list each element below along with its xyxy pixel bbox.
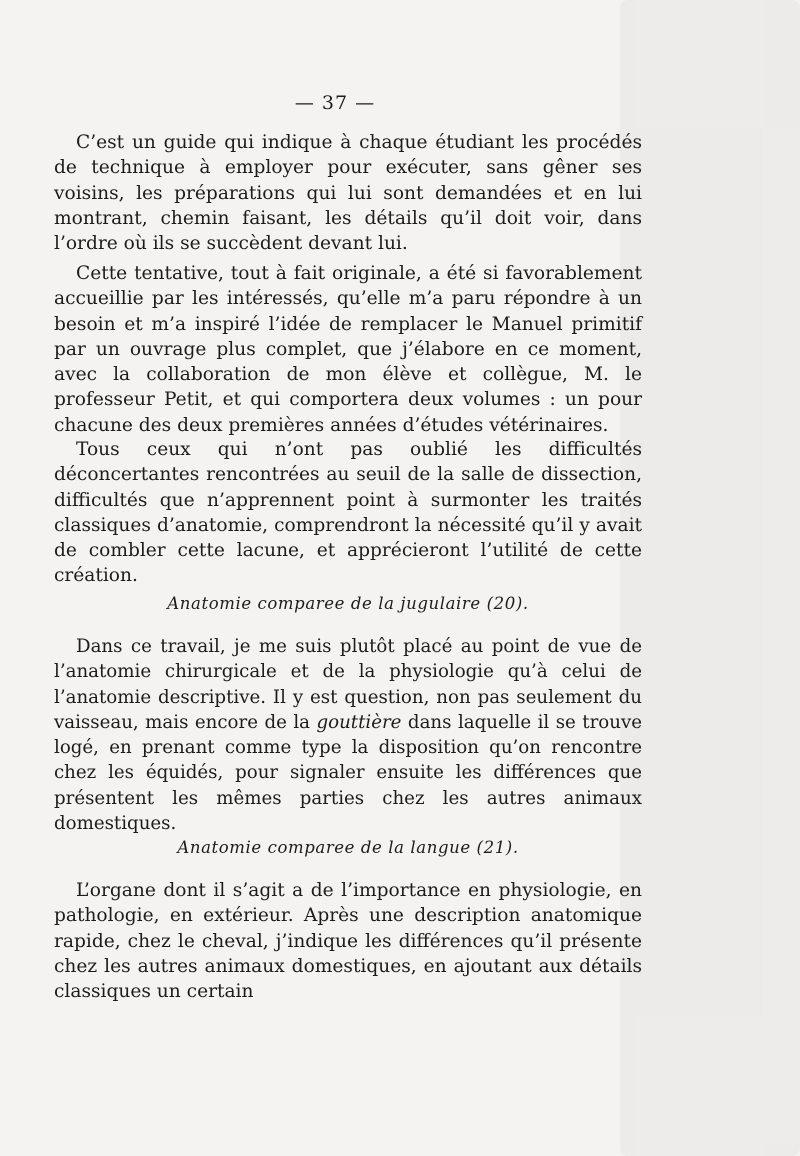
paragraph-text: C’est un guide qui indique à chaque étudiant les procédés de technique à employer pour exécuter, sans gêner ses voisins, les préparations qui lui sont demandées et en lui montrant, chemin faisant, les détails qu’il doit voir, dans l’ordre où ils se succèdent devant lui. [54,132,642,255]
paragraph-5 [54,878,642,1004]
italic-term: gouttière [316,711,402,733]
section-heading-langue: Anatomie comparee de la langue (21). [177,838,519,857]
paragraph-1 [54,130,642,256]
paragraph-text-part: Dans ce travail, je me suis plutôt placé au point de vue de l’anatomie chirurgicale et de la physiologie qu’à celui de l’anatomie descriptive. Il y est question, non pas seulement du vaisseau, mais encore de la [54,636,642,733]
paragraph-3 [54,437,642,589]
paragraph-2 [54,261,642,438]
page-shadow [620,0,800,1156]
paragraph-text: L’organe dont il s’agit a de l’importance en physiologie, en pathologie, en extérieur. Après une description anatomique rapide, chez le cheval, j’indique les différences qu’il présente chez les autres animaux domestiques, en ajoutant aux détails classiques un certain [54,880,642,1003]
paragraph-text-part: dans laquelle il se trouve logé, en prenant comme type la disposition qu’on rencontre chez les équidés, pour signaler ensuite les différences que présentent les mêmes parties chez les autres animaux domestiques. [54,711,642,835]
paragraph-text [54,634,642,836]
paragraph-4 [54,634,642,836]
paragraph-text: Cette tentative, tout à fait originale, a été si favorablement accueillie par les intéressés, qu’elle m’a paru répondre à un besoin et m’a inspiré l’idée de remplacer le Manuel primitif par un ouvrage plus complet, que j’élabore en ce moment, avec la collaboration de mon élève et collègue, M. le professeur Petit, et qui comportera deux volumes : un pour chacune des deux premières années d’études vétérinaires. [54,263,642,436]
page-number: — 37 — [294,92,376,114]
section-heading-jugulaire: Anatomie comparee de la jugulaire (20). [167,594,529,613]
paragraph-text: Tous ceux qui n’ont pas oublié les difficultés déconcertantes rencontrées au seuil de la salle de dissection, difficultés que n’apprennent point à surmonter les traités classiques d’anatomie, comprendront la nécessité qu’il y avait de combler cette lacune, et apprécieront l’utilité de cette création. [54,439,642,587]
